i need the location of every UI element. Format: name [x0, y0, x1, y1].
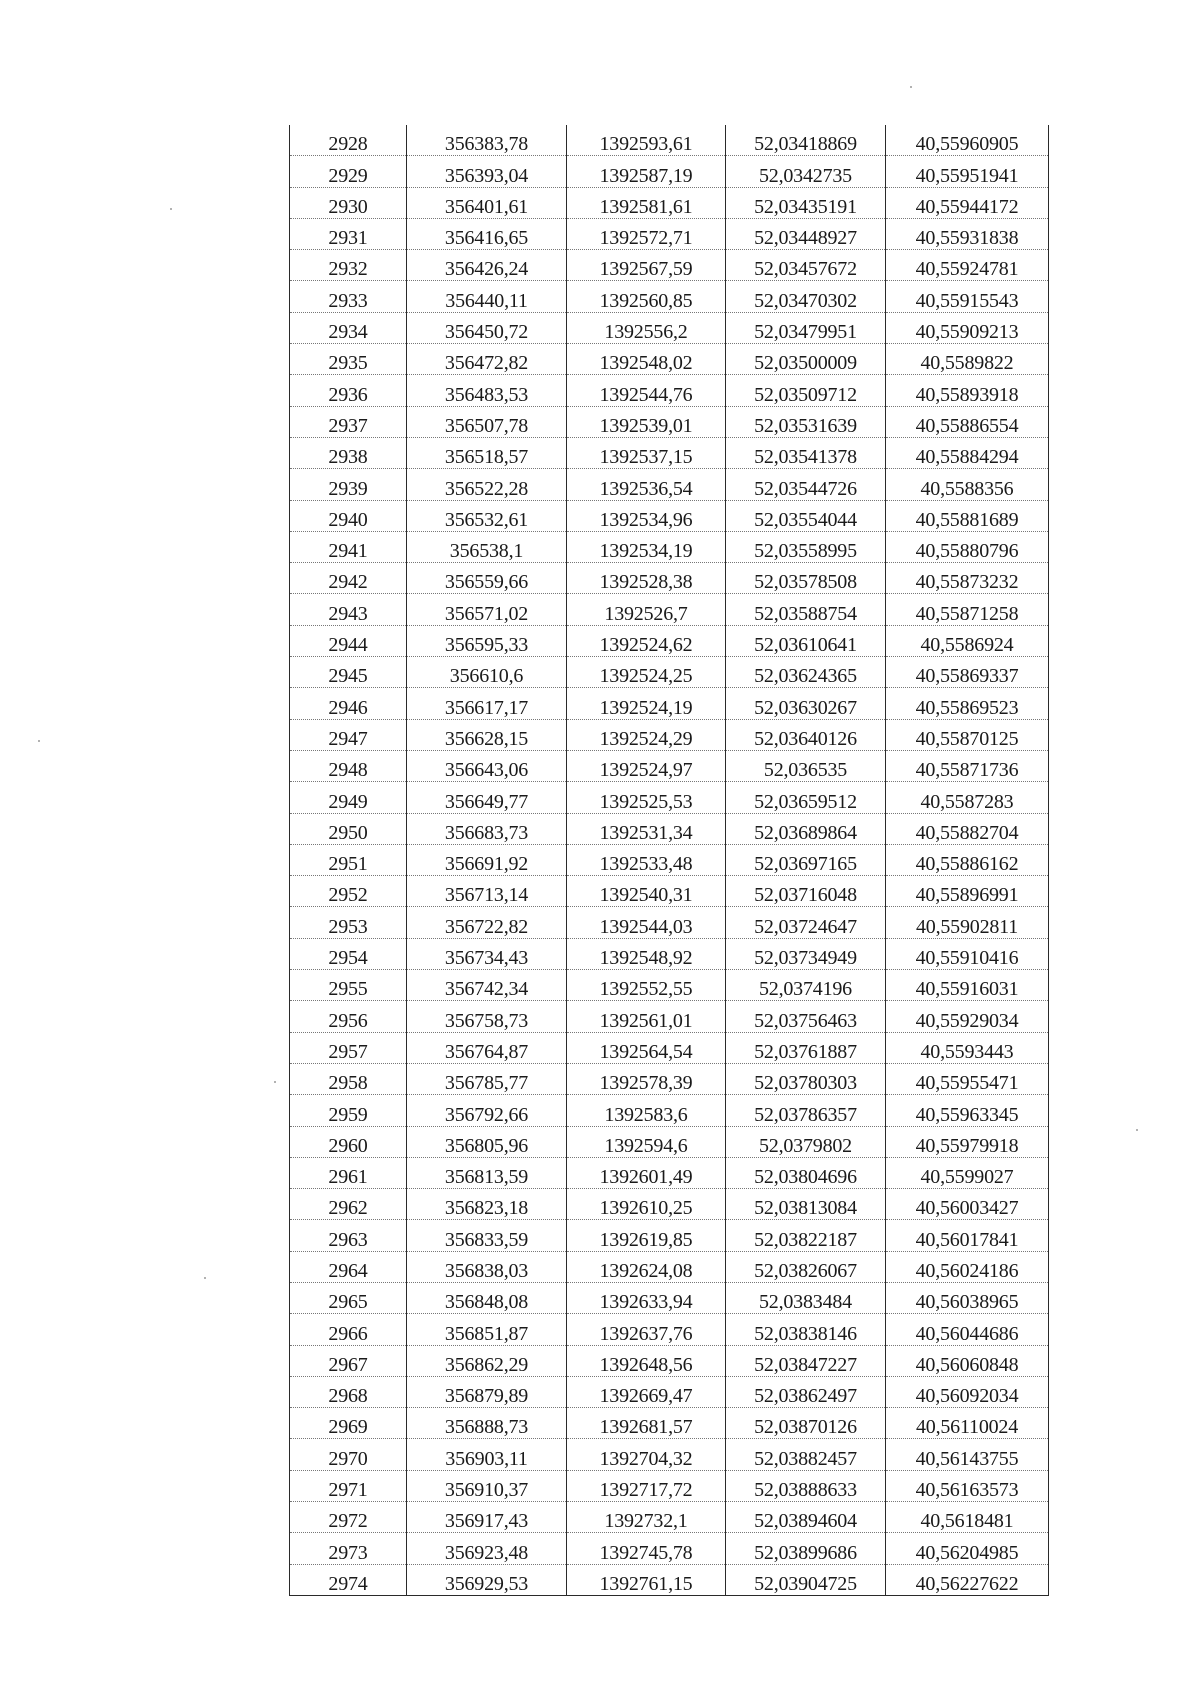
- latitude-cell: 52,03882457: [726, 1439, 886, 1470]
- latitude-cell: 52,03659512: [726, 782, 886, 813]
- latitude-cell: 52,03894604: [726, 1502, 886, 1533]
- y-coordinate-cell: 1392567,59: [567, 250, 726, 281]
- x-coordinate-cell: 356838,03: [407, 1251, 567, 1282]
- table-row: [290, 1220, 1049, 1251]
- latitude-cell: 52,03578508: [726, 563, 886, 594]
- coordinates-table: [289, 125, 1049, 1596]
- latitude-cell: 52,0342735: [726, 156, 886, 187]
- longitude-cell: 40,56038965: [886, 1282, 1049, 1313]
- latitude-cell: 52,03813084: [726, 1189, 886, 1220]
- x-coordinate-cell: 356595,33: [407, 625, 567, 656]
- scan-speck: [274, 1081, 276, 1083]
- latitude-cell: 52,03734949: [726, 938, 886, 969]
- y-coordinate-cell: 1392601,49: [567, 1157, 726, 1188]
- y-coordinate-cell: 1392533,48: [567, 844, 726, 875]
- longitude-cell: 40,55951941: [886, 156, 1049, 187]
- x-coordinate-cell: 356862,29: [407, 1345, 567, 1376]
- longitude-cell: 40,56204985: [886, 1533, 1049, 1564]
- point-number-cell: 2935: [290, 344, 407, 375]
- table-row: [290, 750, 1049, 781]
- y-coordinate-cell: 1392537,15: [567, 437, 726, 468]
- table-row: [290, 375, 1049, 406]
- x-coordinate-cell: 356917,43: [407, 1502, 567, 1533]
- longitude-cell: 40,55881689: [886, 500, 1049, 531]
- table-row: [290, 719, 1049, 750]
- point-number-cell: 2973: [290, 1533, 407, 1564]
- x-coordinate-cell: 356472,82: [407, 344, 567, 375]
- longitude-cell: 40,5618481: [886, 1502, 1049, 1533]
- table-row: [290, 187, 1049, 218]
- point-number-cell: 2934: [290, 312, 407, 343]
- point-number-cell: 2964: [290, 1251, 407, 1282]
- table-row: [290, 1533, 1049, 1564]
- longitude-cell: 40,55880796: [886, 531, 1049, 562]
- x-coordinate-cell: 356742,34: [407, 970, 567, 1001]
- x-coordinate-cell: 356758,73: [407, 1001, 567, 1032]
- latitude-cell: 52,03457672: [726, 250, 886, 281]
- x-coordinate-cell: 356483,53: [407, 375, 567, 406]
- longitude-cell: 40,55870125: [886, 719, 1049, 750]
- y-coordinate-cell: 1392681,57: [567, 1408, 726, 1439]
- x-coordinate-cell: 356450,72: [407, 312, 567, 343]
- latitude-cell: 52,03624365: [726, 657, 886, 688]
- longitude-cell: 40,56227622: [886, 1564, 1049, 1595]
- latitude-cell: 52,03544726: [726, 469, 886, 500]
- scan-speck: [1136, 1129, 1138, 1131]
- y-coordinate-cell: 1392534,19: [567, 531, 726, 562]
- x-coordinate-cell: 356903,11: [407, 1439, 567, 1470]
- table-row: [290, 1157, 1049, 1188]
- y-coordinate-cell: 1392540,31: [567, 876, 726, 907]
- latitude-cell: 52,03904725: [726, 1564, 886, 1595]
- point-number-cell: 2971: [290, 1470, 407, 1501]
- table-row: [290, 1282, 1049, 1313]
- longitude-cell: 40,56003427: [886, 1189, 1049, 1220]
- latitude-cell: 52,0379802: [726, 1126, 886, 1157]
- point-number-cell: 2947: [290, 719, 407, 750]
- table-row: [290, 876, 1049, 907]
- point-number-cell: 2957: [290, 1032, 407, 1063]
- table-row: [290, 500, 1049, 531]
- y-coordinate-cell: 1392633,94: [567, 1282, 726, 1313]
- table-row: [290, 312, 1049, 343]
- point-number-cell: 2962: [290, 1189, 407, 1220]
- latitude-cell: 52,03697165: [726, 844, 886, 875]
- point-number-cell: 2929: [290, 156, 407, 187]
- table-row: [290, 813, 1049, 844]
- table-row: [290, 594, 1049, 625]
- table-row: [290, 218, 1049, 249]
- y-coordinate-cell: 1392548,92: [567, 938, 726, 969]
- x-coordinate-cell: 356813,59: [407, 1157, 567, 1188]
- longitude-cell: 40,55915543: [886, 281, 1049, 312]
- x-coordinate-cell: 356888,73: [407, 1408, 567, 1439]
- x-coordinate-cell: 356559,66: [407, 563, 567, 594]
- x-coordinate-cell: 356507,78: [407, 406, 567, 437]
- x-coordinate-cell: 356713,14: [407, 876, 567, 907]
- latitude-cell: 52,03756463: [726, 1001, 886, 1032]
- latitude-cell: 52,03888633: [726, 1470, 886, 1501]
- point-number-cell: 2960: [290, 1126, 407, 1157]
- table-row: [290, 657, 1049, 688]
- table-row: [290, 1126, 1049, 1157]
- point-number-cell: 2945: [290, 657, 407, 688]
- point-number-cell: 2939: [290, 469, 407, 500]
- table-row: [290, 1564, 1049, 1595]
- point-number-cell: 2952: [290, 876, 407, 907]
- latitude-cell: 52,03804696: [726, 1157, 886, 1188]
- x-coordinate-cell: 356649,77: [407, 782, 567, 813]
- table-row: [290, 1408, 1049, 1439]
- longitude-cell: 40,55960905: [886, 125, 1049, 156]
- longitude-cell: 40,55869337: [886, 657, 1049, 688]
- y-coordinate-cell: 1392593,61: [567, 125, 726, 156]
- latitude-cell: 52,03448927: [726, 218, 886, 249]
- longitude-cell: 40,55886554: [886, 406, 1049, 437]
- latitude-cell: 52,03435191: [726, 187, 886, 218]
- y-coordinate-cell: 1392524,19: [567, 688, 726, 719]
- longitude-cell: 40,55893918: [886, 375, 1049, 406]
- longitude-cell: 40,55869523: [886, 688, 1049, 719]
- y-coordinate-cell: 1392552,55: [567, 970, 726, 1001]
- x-coordinate-cell: 356628,15: [407, 719, 567, 750]
- longitude-cell: 40,5586924: [886, 625, 1049, 656]
- point-number-cell: 2950: [290, 813, 407, 844]
- table-row: [290, 406, 1049, 437]
- table-row: [290, 1095, 1049, 1126]
- point-number-cell: 2967: [290, 1345, 407, 1376]
- latitude-cell: 52,03500009: [726, 344, 886, 375]
- longitude-cell: 40,56110024: [886, 1408, 1049, 1439]
- latitude-cell: 52,03630267: [726, 688, 886, 719]
- point-number-cell: 2959: [290, 1095, 407, 1126]
- longitude-cell: 40,56060848: [886, 1345, 1049, 1376]
- latitude-cell: 52,03724647: [726, 907, 886, 938]
- x-coordinate-cell: 356910,37: [407, 1470, 567, 1501]
- y-coordinate-cell: 1392524,62: [567, 625, 726, 656]
- y-coordinate-cell: 1392534,96: [567, 500, 726, 531]
- longitude-cell: 40,56017841: [886, 1220, 1049, 1251]
- y-coordinate-cell: 1392560,85: [567, 281, 726, 312]
- y-coordinate-cell: 1392624,08: [567, 1251, 726, 1282]
- longitude-cell: 40,55884294: [886, 437, 1049, 468]
- table-row: [290, 1032, 1049, 1063]
- point-number-cell: 2928: [290, 125, 407, 156]
- y-coordinate-cell: 1392548,02: [567, 344, 726, 375]
- latitude-cell: 52,03479951: [726, 312, 886, 343]
- point-number-cell: 2956: [290, 1001, 407, 1032]
- longitude-cell: 40,55871258: [886, 594, 1049, 625]
- latitude-cell: 52,03716048: [726, 876, 886, 907]
- longitude-cell: 40,55944172: [886, 187, 1049, 218]
- x-coordinate-cell: 356643,06: [407, 750, 567, 781]
- table-row: [290, 1189, 1049, 1220]
- point-number-cell: 2937: [290, 406, 407, 437]
- longitude-cell: 40,55909213: [886, 312, 1049, 343]
- latitude-cell: 52,03862497: [726, 1376, 886, 1407]
- longitude-cell: 40,55924781: [886, 250, 1049, 281]
- table-row: [290, 344, 1049, 375]
- point-number-cell: 2969: [290, 1408, 407, 1439]
- x-coordinate-cell: 356401,61: [407, 187, 567, 218]
- x-coordinate-cell: 356393,04: [407, 156, 567, 187]
- latitude-cell: 52,03899686: [726, 1533, 886, 1564]
- point-number-cell: 2953: [290, 907, 407, 938]
- longitude-cell: 40,55931838: [886, 218, 1049, 249]
- x-coordinate-cell: 356538,1: [407, 531, 567, 562]
- y-coordinate-cell: 1392564,54: [567, 1032, 726, 1063]
- longitude-cell: 40,5588356: [886, 469, 1049, 500]
- table-row: [290, 970, 1049, 1001]
- y-coordinate-cell: 1392745,78: [567, 1533, 726, 1564]
- latitude-cell: 52,03470302: [726, 281, 886, 312]
- x-coordinate-cell: 356610,6: [407, 657, 567, 688]
- latitude-cell: 52,03761887: [726, 1032, 886, 1063]
- y-coordinate-cell: 1392544,03: [567, 907, 726, 938]
- y-coordinate-cell: 1392610,25: [567, 1189, 726, 1220]
- latitude-cell: 52,03780303: [726, 1063, 886, 1094]
- latitude-cell: 52,03541378: [726, 437, 886, 468]
- y-coordinate-cell: 1392583,6: [567, 1095, 726, 1126]
- latitude-cell: 52,03640126: [726, 719, 886, 750]
- point-number-cell: 2931: [290, 218, 407, 249]
- table-row: [290, 250, 1049, 281]
- table-row: [290, 563, 1049, 594]
- longitude-cell: 40,55963345: [886, 1095, 1049, 1126]
- x-coordinate-cell: 356440,11: [407, 281, 567, 312]
- longitude-cell: 40,5599027: [886, 1157, 1049, 1188]
- point-number-cell: 2942: [290, 563, 407, 594]
- latitude-cell: 52,03870126: [726, 1408, 886, 1439]
- table-row: [290, 938, 1049, 969]
- x-coordinate-cell: 356805,96: [407, 1126, 567, 1157]
- table-row: [290, 625, 1049, 656]
- y-coordinate-cell: 1392544,76: [567, 375, 726, 406]
- table-row: [290, 1439, 1049, 1470]
- point-number-cell: 2974: [290, 1564, 407, 1595]
- x-coordinate-cell: 356785,77: [407, 1063, 567, 1094]
- y-coordinate-cell: 1392536,54: [567, 469, 726, 500]
- latitude-cell: 52,03838146: [726, 1314, 886, 1345]
- point-number-cell: 2961: [290, 1157, 407, 1188]
- x-coordinate-cell: 356617,17: [407, 688, 567, 719]
- x-coordinate-cell: 356691,92: [407, 844, 567, 875]
- point-number-cell: 2946: [290, 688, 407, 719]
- point-number-cell: 2948: [290, 750, 407, 781]
- table-row: [290, 1470, 1049, 1501]
- latitude-cell: 52,036535: [726, 750, 886, 781]
- x-coordinate-cell: 356518,57: [407, 437, 567, 468]
- y-coordinate-cell: 1392619,85: [567, 1220, 726, 1251]
- y-coordinate-cell: 1392528,38: [567, 563, 726, 594]
- latitude-cell: 52,03786357: [726, 1095, 886, 1126]
- point-number-cell: 2941: [290, 531, 407, 562]
- longitude-cell: 40,5587283: [886, 782, 1049, 813]
- point-number-cell: 2940: [290, 500, 407, 531]
- latitude-cell: 52,03826067: [726, 1251, 886, 1282]
- point-number-cell: 2951: [290, 844, 407, 875]
- point-number-cell: 2938: [290, 437, 407, 468]
- table-row: [290, 1376, 1049, 1407]
- y-coordinate-cell: 1392531,34: [567, 813, 726, 844]
- x-coordinate-cell: 356683,73: [407, 813, 567, 844]
- point-number-cell: 2966: [290, 1314, 407, 1345]
- scan-speck: [910, 86, 912, 88]
- point-number-cell: 2965: [290, 1282, 407, 1313]
- y-coordinate-cell: 1392581,61: [567, 187, 726, 218]
- longitude-cell: 40,55910416: [886, 938, 1049, 969]
- x-coordinate-cell: 356416,65: [407, 218, 567, 249]
- y-coordinate-cell: 1392717,72: [567, 1470, 726, 1501]
- scan-speck: [38, 740, 40, 742]
- longitude-cell: 40,55955471: [886, 1063, 1049, 1094]
- x-coordinate-cell: 356792,66: [407, 1095, 567, 1126]
- x-coordinate-cell: 356851,87: [407, 1314, 567, 1345]
- table-row: [290, 156, 1049, 187]
- longitude-cell: 40,56024186: [886, 1251, 1049, 1282]
- y-coordinate-cell: 1392761,15: [567, 1564, 726, 1595]
- y-coordinate-cell: 1392524,29: [567, 719, 726, 750]
- longitude-cell: 40,5589822: [886, 344, 1049, 375]
- table-row: [290, 1502, 1049, 1533]
- table-row: [290, 1063, 1049, 1094]
- point-number-cell: 2972: [290, 1502, 407, 1533]
- y-coordinate-cell: 1392524,97: [567, 750, 726, 781]
- table-row: [290, 281, 1049, 312]
- longitude-cell: 40,55871736: [886, 750, 1049, 781]
- latitude-cell: 52,03531639: [726, 406, 886, 437]
- y-coordinate-cell: 1392578,39: [567, 1063, 726, 1094]
- latitude-cell: 52,03822187: [726, 1220, 886, 1251]
- point-number-cell: 2955: [290, 970, 407, 1001]
- y-coordinate-cell: 1392572,71: [567, 218, 726, 249]
- longitude-cell: 40,56044686: [886, 1314, 1049, 1345]
- x-coordinate-cell: 356833,59: [407, 1220, 567, 1251]
- x-coordinate-cell: 356734,43: [407, 938, 567, 969]
- point-number-cell: 2933: [290, 281, 407, 312]
- x-coordinate-cell: 356571,02: [407, 594, 567, 625]
- point-number-cell: 2944: [290, 625, 407, 656]
- table-row: [290, 688, 1049, 719]
- latitude-cell: 52,03610641: [726, 625, 886, 656]
- table-row: [290, 437, 1049, 468]
- longitude-cell: 40,55979918: [886, 1126, 1049, 1157]
- point-number-cell: 2968: [290, 1376, 407, 1407]
- latitude-cell: 52,03847227: [726, 1345, 886, 1376]
- table-row: [290, 1001, 1049, 1032]
- longitude-cell: 40,56143755: [886, 1439, 1049, 1470]
- point-number-cell: 2958: [290, 1063, 407, 1094]
- latitude-cell: 52,0374196: [726, 970, 886, 1001]
- point-number-cell: 2970: [290, 1439, 407, 1470]
- y-coordinate-cell: 1392561,01: [567, 1001, 726, 1032]
- longitude-cell: 40,55916031: [886, 970, 1049, 1001]
- y-coordinate-cell: 1392539,01: [567, 406, 726, 437]
- y-coordinate-cell: 1392594,6: [567, 1126, 726, 1157]
- x-coordinate-cell: 356532,61: [407, 500, 567, 531]
- x-coordinate-cell: 356764,87: [407, 1032, 567, 1063]
- scan-speck: [170, 208, 172, 210]
- x-coordinate-cell: 356823,18: [407, 1189, 567, 1220]
- longitude-cell: 40,55929034: [886, 1001, 1049, 1032]
- y-coordinate-cell: 1392525,53: [567, 782, 726, 813]
- longitude-cell: 40,5593443: [886, 1032, 1049, 1063]
- point-number-cell: 2943: [290, 594, 407, 625]
- latitude-cell: 52,03554044: [726, 500, 886, 531]
- x-coordinate-cell: 356923,48: [407, 1533, 567, 1564]
- latitude-cell: 52,03689864: [726, 813, 886, 844]
- longitude-cell: 40,55896991: [886, 876, 1049, 907]
- table-row: [290, 469, 1049, 500]
- latitude-cell: 52,03509712: [726, 375, 886, 406]
- x-coordinate-cell: 356848,08: [407, 1282, 567, 1313]
- latitude-cell: 52,03588754: [726, 594, 886, 625]
- point-number-cell: 2949: [290, 782, 407, 813]
- table-row: [290, 782, 1049, 813]
- y-coordinate-cell: 1392637,76: [567, 1314, 726, 1345]
- table-row: [290, 907, 1049, 938]
- point-number-cell: 2954: [290, 938, 407, 969]
- coordinates-table-body: [290, 125, 1049, 1595]
- y-coordinate-cell: 1392732,1: [567, 1502, 726, 1533]
- y-coordinate-cell: 1392587,19: [567, 156, 726, 187]
- point-number-cell: 2963: [290, 1220, 407, 1251]
- table-row: [290, 1314, 1049, 1345]
- longitude-cell: 40,55873232: [886, 563, 1049, 594]
- longitude-cell: 40,55902811: [886, 907, 1049, 938]
- x-coordinate-cell: 356383,78: [407, 125, 567, 156]
- x-coordinate-cell: 356426,24: [407, 250, 567, 281]
- table-row: [290, 1251, 1049, 1282]
- y-coordinate-cell: 1392556,2: [567, 312, 726, 343]
- table-row: [290, 125, 1049, 156]
- y-coordinate-cell: 1392648,56: [567, 1345, 726, 1376]
- longitude-cell: 40,56092034: [886, 1376, 1049, 1407]
- longitude-cell: 40,55882704: [886, 813, 1049, 844]
- point-number-cell: 2930: [290, 187, 407, 218]
- table-row: [290, 1345, 1049, 1376]
- x-coordinate-cell: 356722,82: [407, 907, 567, 938]
- point-number-cell: 2936: [290, 375, 407, 406]
- y-coordinate-cell: 1392526,7: [567, 594, 726, 625]
- y-coordinate-cell: 1392524,25: [567, 657, 726, 688]
- latitude-cell: 52,0383484: [726, 1282, 886, 1313]
- x-coordinate-cell: 356929,53: [407, 1564, 567, 1595]
- longitude-cell: 40,56163573: [886, 1470, 1049, 1501]
- y-coordinate-cell: 1392704,32: [567, 1439, 726, 1470]
- x-coordinate-cell: 356522,28: [407, 469, 567, 500]
- point-number-cell: 2932: [290, 250, 407, 281]
- x-coordinate-cell: 356879,89: [407, 1376, 567, 1407]
- latitude-cell: 52,03418869: [726, 125, 886, 156]
- table-row: [290, 531, 1049, 562]
- table-row: [290, 844, 1049, 875]
- scan-speck: [204, 1277, 206, 1279]
- y-coordinate-cell: 1392669,47: [567, 1376, 726, 1407]
- longitude-cell: 40,55886162: [886, 844, 1049, 875]
- latitude-cell: 52,03558995: [726, 531, 886, 562]
